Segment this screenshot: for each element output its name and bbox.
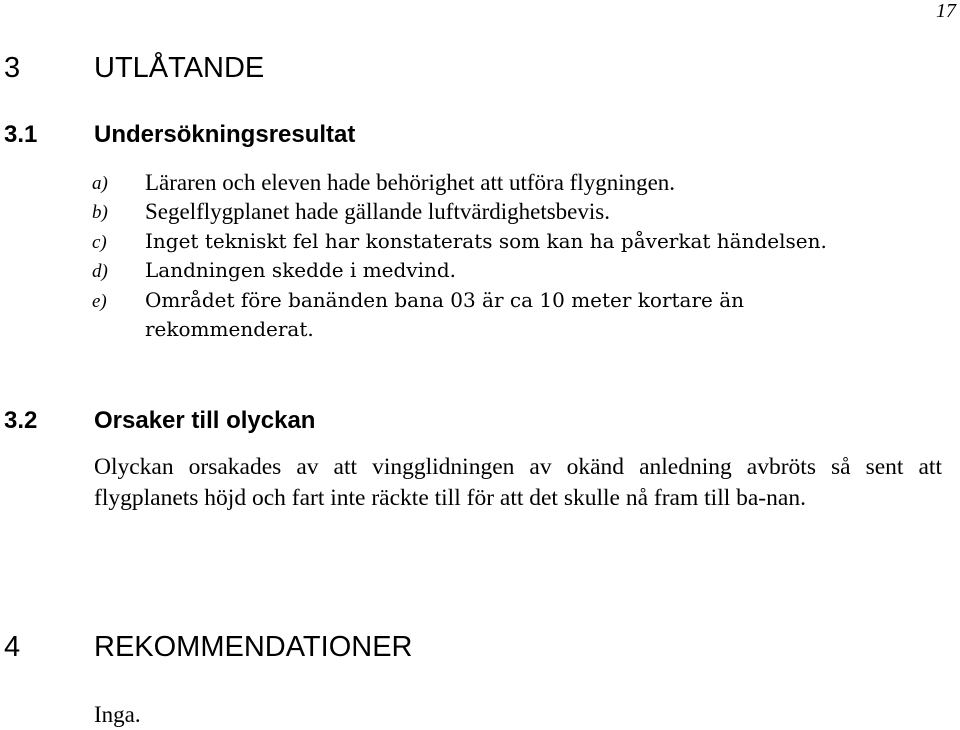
section-3-2-title: Orsaker till olyckan	[94, 407, 316, 434]
section-3-number: 3	[4, 52, 21, 84]
list-item-marker: b)	[92, 202, 108, 223]
list-item-marker: c)	[92, 232, 107, 253]
list-item: Området före banänden bana 03 är ca 10 meter kortare än	[145, 288, 745, 312]
list-item: Inget tekniskt fel har konstaterats som kan ha påverkat händelsen.	[145, 229, 827, 253]
list-item-marker: d)	[92, 261, 108, 282]
page-number: 17	[936, 0, 956, 22]
list-item-marker: a)	[92, 173, 108, 194]
cause-paragraph: Olyckan orsakades av att vingglidningen av okänd anledning avbröts så sent att flygplanets höjd och fart inte räckte till för att det skulle nå fram till ba-nan.	[94, 454, 942, 511]
section-3-1-number: 3.1	[4, 121, 38, 148]
list-item-continuation: rekommenderat.	[145, 317, 314, 341]
section-3-2-number: 3.2	[4, 407, 38, 434]
list-item-marker: e)	[92, 291, 107, 312]
list-item: Läraren och eleven hade behörighet att utföra flygningen.	[145, 170, 676, 195]
section-3-title: UTLÅTANDE	[94, 52, 265, 84]
list-item: Segelflygplanet hade gällande luftvärdighetsbevis.	[145, 199, 610, 224]
list-item: Landningen skedde i medvind.	[145, 258, 457, 282]
section-4-number: 4	[4, 631, 21, 663]
section-3-1-title: Undersökningsresultat	[94, 121, 356, 148]
recommendations-text: Inga.	[94, 702, 141, 727]
section-4-title: REKOMMENDATIONER	[94, 631, 413, 663]
